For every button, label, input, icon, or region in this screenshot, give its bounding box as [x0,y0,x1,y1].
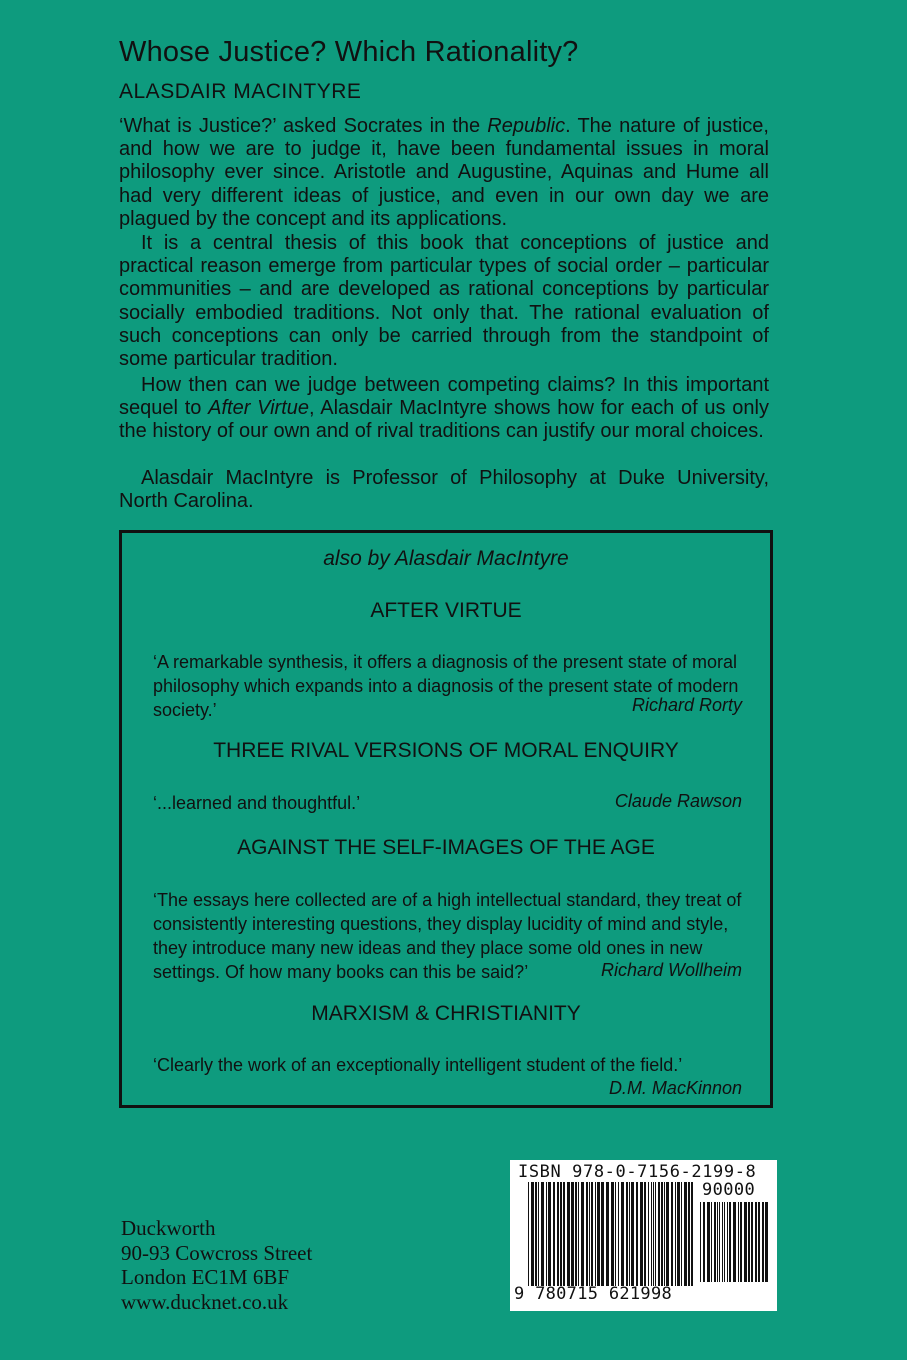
barcode-bar [722,1202,723,1282]
blurb-paragraph-1 [119,115,769,231]
barcode-bar [597,1182,600,1286]
barcode-bar [611,1182,614,1286]
barcode-bar [714,1202,716,1282]
price-code: 90000 [702,1180,756,1200]
book-quote-three-rival-versions: ‘...learned and thoughtful.’ [153,793,361,813]
isbn-label: ISBN 978-0-7156-2199-8 [518,1162,757,1182]
barcode-bar [707,1202,710,1282]
barcode-bar [703,1202,705,1282]
barcode-bar [717,1202,718,1282]
quote-attribution: D.M. MacKinnon [608,1078,742,1098]
publisher-website: www.ducknet.co.uk [121,1289,289,1314]
barcode-bar [655,1182,656,1286]
barcode-bar [586,1182,588,1286]
blurb-paragraph-4: Alasdair MacIntyre is Professor of Philosophy at Duke University, North Carolina. [119,467,769,513]
book-quote-after-virtue: ‘A remarkable synthesis, it offers a diagnosis of the present state of moral philosophy which expands into a diagnosis of the present state of modern society.’ [153,652,739,720]
quote-attribution: Richard Rorty [631,695,742,715]
book-title-marxism-christianity: MARXISM & CHRISTIANITY [311,1002,581,1025]
blurb-paragraph-3 [119,374,769,444]
barcode-bar [601,1182,604,1286]
barcode-bar [688,1182,690,1286]
barcode-bar [671,1182,673,1286]
blurb-paragraph-1-run: ‘What is Justice?’ asked Socrates in the [119,115,488,137]
barcode-bar [661,1182,663,1286]
barcode-bar [762,1202,764,1282]
book-quote-against-self-images: ‘The essays here collected are of a high intellectual standard, they treat of consistently interesting questions, they display lucidity of mind and style, they introduce many new ideas and they place some old ones in new settings. Of how many books can this be said?’ [153,890,742,982]
barcode-bar [758,1202,760,1282]
barcode-bar [751,1202,753,1282]
barcode-bar [755,1202,757,1282]
barcode-bar [640,1182,643,1286]
barcode-bar [765,1202,768,1282]
barcode-bar [629,1182,630,1286]
also-by-heading: also by Alasdair MacIntyre [323,547,569,570]
barcode-bar [578,1182,579,1286]
blurb-paragraph-1-run: Republic [487,115,566,137]
barcode-bar [626,1182,628,1286]
barcode-bar [631,1182,634,1286]
barcode-bar [681,1182,682,1286]
barcode-bars [528,1182,698,1292]
barcode-bar [653,1182,654,1286]
blurb-paragraph-3-run: How then can we judge between competing claims? In this important sequel to [119,374,769,420]
barcode-bar [733,1202,736,1282]
quote-attribution: Richard Wollheim [600,960,742,980]
barcode-bar [589,1182,590,1286]
barcode-block [510,1160,777,1311]
barcode-addon-bars [700,1202,772,1284]
barcode-bar [691,1182,693,1286]
blurb-paragraph-3-run: , Alasdair MacIntyre shows how for each of us only the history of our own and of rival traditions can justify our moral choices. [119,397,769,443]
barcode-bar [644,1182,646,1286]
publisher-city: London EC1M 6BF [121,1265,290,1289]
barcode-bar [744,1202,747,1282]
quote-attribution: Claude Rawson [614,791,742,811]
barcode-bar [711,1202,712,1282]
barcode-bar [581,1182,584,1286]
barcode-bar [700,1202,701,1282]
barcode-bar [677,1182,680,1286]
barcode-bar [528,1182,529,1286]
barcode-bar [664,1182,665,1286]
barcode-bar [595,1182,596,1286]
barcode-bar [666,1182,669,1286]
barcode-bar [541,1182,544,1286]
barcode-bar [724,1202,725,1282]
barcode-bar [658,1182,660,1286]
barcode-bar [738,1202,739,1282]
barcode-bar [651,1182,652,1286]
barcode-bar [636,1182,638,1286]
blurb-paragraph-2: It is a central thesis of this book that conceptions of justice and practical reason emerge from particular types of social order – particular communities – and are developed as rational conceptions by particular socially embodied traditions. Not only that. The rational evaluation of such conceptions can only be carried through from the standpoint of some particular tradition. [119,232,769,371]
barcode-bar [548,1182,551,1286]
ean-digits: 9 780715 621998 [514,1284,673,1304]
barcode-bar [606,1182,609,1286]
barcode-bar [567,1182,570,1286]
blurb-paragraph-3-run: After Virtue [208,397,310,420]
barcode-bar [531,1182,534,1286]
barcode-bar [575,1182,577,1286]
barcode-bar [546,1182,547,1286]
barcode-bar [729,1202,731,1282]
barcode-bar [571,1182,574,1286]
barcode-bar [719,1202,720,1282]
publisher-address [121,1216,312,1314]
barcode-bar [675,1182,676,1286]
book-title-against-self-images: AGAINST THE SELF-IMAGES OF THE AGE [237,836,655,859]
publisher-name: Duckworth [121,1216,216,1240]
barcode-bar [727,1202,728,1282]
barcode-bar [740,1202,742,1282]
barcode-bar [648,1182,649,1286]
book-title-three-rival-versions: THREE RIVAL VERSIONS OF MORAL ENQUIRY [213,739,679,762]
book-quote-marxism-christianity: ‘Clearly the work of an exceptionally intelligent student of the field.’ [153,1055,683,1075]
barcode-bar [557,1182,559,1286]
barcode-bar [748,1202,750,1282]
barcode-bar [535,1182,537,1286]
also-by-box [119,530,773,1108]
barcode-bar [563,1182,565,1286]
barcode-bar [553,1182,555,1286]
book-author: ALASDAIR MACINTYRE [119,80,362,103]
blurb-paragraph-1-run: . The nature of justice, and how we are to judge it, have been fundamental issues in moral philosophy ever since. Aristotle and Augustine, Aquinas and Hume all had very different ideas of justice, and even in our own day we are plagued by the concept and its applications. [119,115,769,230]
book-title: Whose Justice? Which Rationality? [119,36,579,68]
publisher-street: 90-93 Cowcross Street [121,1240,313,1265]
barcode-bar [591,1182,593,1286]
barcode-bar [560,1182,562,1286]
book-title-after-virtue: AFTER VIRTUE [370,599,522,622]
barcode-bar [538,1182,539,1286]
barcode-bar [618,1182,619,1286]
barcode-bar [684,1182,687,1286]
barcode-bar [621,1182,624,1286]
barcode-bar [615,1182,616,1286]
